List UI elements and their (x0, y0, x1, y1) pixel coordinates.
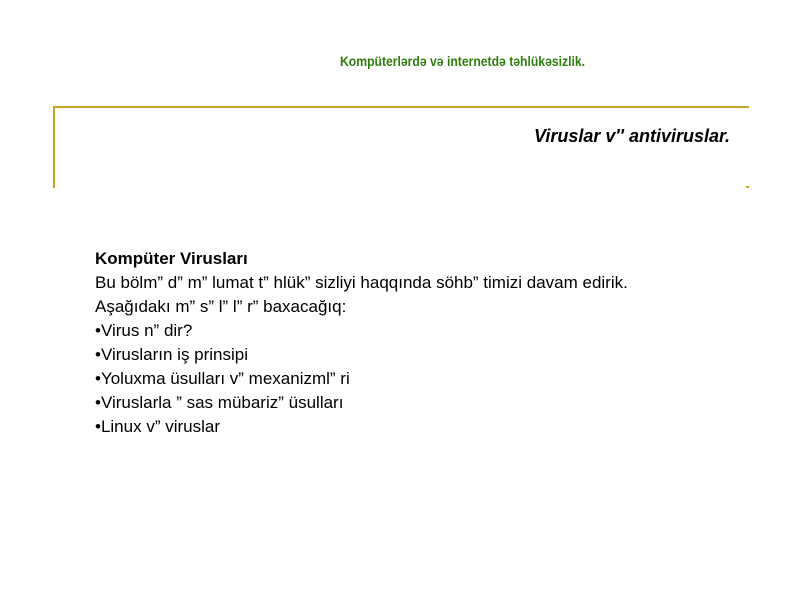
list-item: •Virus n” dir? (95, 321, 193, 340)
frame-corner-mark (746, 186, 749, 188)
content-heading: Kompüter Virusları (95, 249, 248, 268)
content-line: Aşağıdakı m” s” l” l” r” baxacağıq: (95, 297, 347, 316)
title-frame (53, 106, 749, 188)
header-title: Kompüterlərdə və internetdə təhlükəsizlik. (340, 53, 586, 69)
content-body (95, 247, 775, 439)
list-item: •Virusların iş prinsipi (95, 345, 249, 364)
list-item: •Yoluxma üsulları v” mexanizml” ri (95, 369, 350, 388)
content-line: Bu bölm” d” m” lumat t” hlük” sizliyi haqqında söhb” timizi davam edirik. (95, 273, 628, 292)
slide-subtitle: Viruslar v'' antiviruslar. (534, 126, 730, 146)
list-item: •Linux v” viruslar (95, 417, 220, 436)
list-item: •Viruslarla ” sas mübariz” üsulları (95, 393, 344, 412)
